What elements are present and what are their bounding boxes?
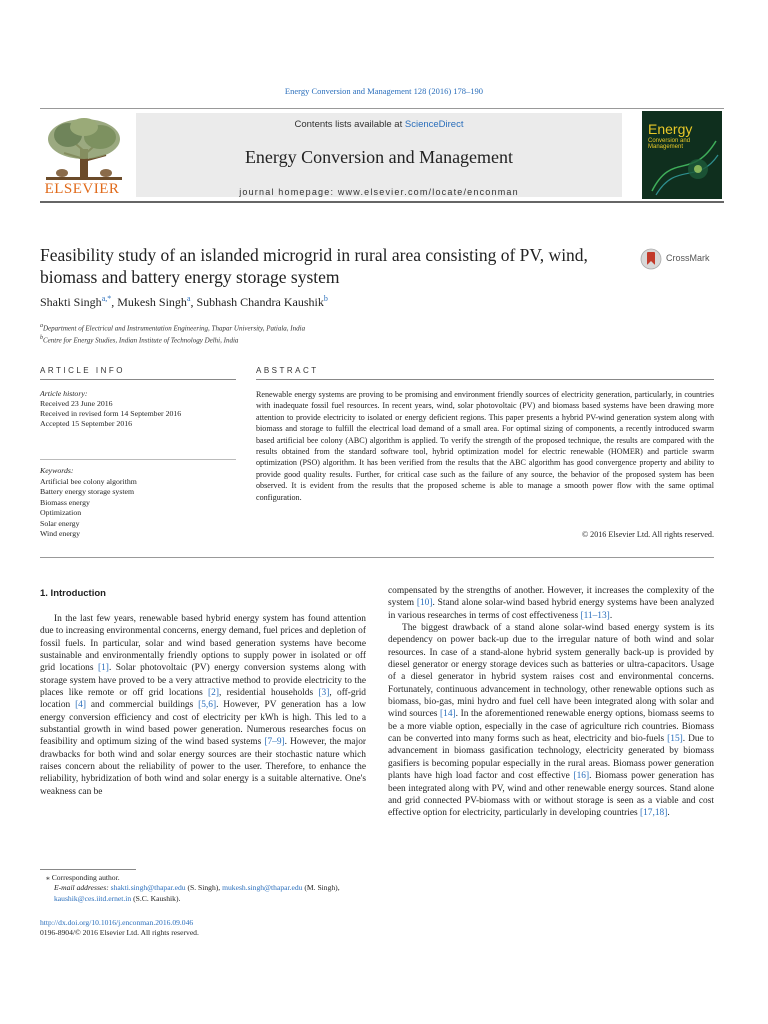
keyword-item: Solar energy — [40, 518, 80, 528]
citation-link[interactable]: [1] — [98, 663, 109, 674]
intro-paragraph-continued — [388, 585, 714, 622]
body-text: The biggest drawback of a stand alone solar-wind based energy system is its dependency on power back-up due to the irregular nature of both wind and solar resources. In case of a stand-alone hybrid system generally back-up is provided by diesel generator or energy storage devices such as batteries or ultra-capacitors. Usage of a diesel generator in hybrid system raises cost and environmental concerns. Fortunately, continuous advancement in technology, other renewable options such as biomass, bio-gas, mini hydro and fuel cell have been integrated along with solar and wind sources — [388, 623, 714, 720]
affiliation-mark: b — [40, 335, 43, 342]
history-item: Accepted 15 September 2016 — [40, 419, 133, 428]
email-link[interactable]: kaushik@ces.iitd.ernet.in — [54, 893, 132, 903]
author-name[interactable]: Mukesh Singh — [117, 295, 187, 309]
article-info-rule — [40, 379, 236, 380]
author-name[interactable]: Shakti Singh — [40, 295, 102, 309]
publisher-name[interactable]: ELSEVIER — [44, 181, 120, 197]
article-title: Feasibility study of an islanded microgrid in rural area consisting of PV, wind, biomass and battery energy storage system — [40, 245, 588, 287]
body-text: . Biomass power generation has been integrated along with PV, wind and other renewable energy sources. Stand alone and grid connected PV-biomass with or without storage is seen as a viable and cost effective option for electricity, particularly in developing countries — [388, 771, 714, 819]
sciencedirect-link[interactable]: ScienceDirect — [404, 119, 464, 130]
author-list: Shakti Singh$^{a,*}$, Mukesh Singh$^a$, Subhash Chandra Kaushik$^b$ — [40, 294, 328, 309]
citation-link[interactable]: [7–9] — [264, 737, 285, 748]
citation-link[interactable]: [3] — [318, 688, 330, 699]
footnotes — [40, 873, 366, 904]
keyword-item: Biomass energy — [40, 497, 90, 507]
keyword-item: Battery energy storage system — [40, 487, 135, 496]
crossmark-badge[interactable] — [640, 248, 728, 270]
keywords-label: Keywords: — [40, 466, 74, 475]
body-text: , residential households — [218, 688, 319, 699]
history-label: Article history: — [40, 389, 88, 398]
journal-masthead — [40, 108, 724, 203]
author-affiliation-mark[interactable]: b — [323, 294, 328, 303]
doi-link[interactable]: http://dx.doi.org/10.1016/j.enconman.2016.09.046 — [40, 918, 194, 927]
history-list — [40, 399, 236, 429]
journal-banner — [136, 113, 622, 197]
body-text: and commercial buildings — [86, 700, 199, 711]
citation-link[interactable]: [10] — [416, 598, 433, 609]
keyword-item: Artificial bee colony algorithm — [40, 476, 137, 486]
cover-subtitle: Conversion and Management — [648, 138, 691, 151]
citation-link[interactable]: [2] — [208, 688, 219, 699]
affiliation-line — [40, 333, 305, 345]
crossmark-icon — [640, 248, 662, 270]
citation-link[interactable]: [15] — [667, 734, 683, 745]
abstract-heading: ABSTRACT — [256, 366, 319, 375]
history-item: Received 23 June 2016 — [40, 399, 113, 408]
body-column-right — [388, 585, 714, 820]
body-column-left — [40, 613, 366, 798]
email-addresses — [40, 883, 366, 904]
author-name[interactable]: Subhash Chandra Kaushik — [196, 295, 324, 309]
doi-block — [40, 918, 366, 939]
body-text: . Solar photovoltaic (PV) energy conversion systems along with storage system have proved to be a very attractive method to provide electricity to the places like remote or off grid locations — [40, 663, 366, 699]
citation-link[interactable]: [4] — [75, 700, 86, 711]
intro-paragraph-2 — [388, 622, 714, 820]
history-divider — [40, 459, 236, 460]
contents-prefix: Contents lists available at — [294, 119, 405, 130]
body-text: In the last few years, renewable based hybrid energy system has found attention due to increasing environmental concerns, energy demand, fuel prices and depletion of fossil fuels. In particular, solar and wind based generation systems have become sustainable and environmentally friendly options to supply power in isolated or off grid locations — [40, 614, 366, 674]
history-item: Received in revised form 14 September 2016 — [40, 409, 182, 418]
email-owner: (S. Singh), — [185, 883, 223, 893]
issn-line: 0196-8904/© 2016 Elsevier Ltd. All rights reserved. — [40, 928, 199, 938]
journal-citation[interactable]: Energy Conversion and Management 128 (2016) 178–190 — [284, 86, 484, 96]
citation-link[interactable]: [11–13] — [580, 610, 610, 621]
corresponding-author-note: ⁎ Corresponding author. — [46, 873, 120, 882]
keyword-item: Optimization — [40, 508, 82, 517]
cover-title: Energy — [648, 121, 693, 137]
email-label: E-mail addresses: — [54, 883, 111, 893]
article-history — [40, 389, 236, 429]
affiliation-text: Centre for Energy Studies, Indian Institute of Technology Delhi, India — [43, 336, 239, 345]
email-owner: (M. Singh), — [302, 883, 340, 893]
section-heading-introduction: 1. Introduction — [40, 588, 106, 599]
body-text: . Stand alone solar-wind based hybrid energy systems have been analyzed in various researches in terms of cost effectiveness — [388, 598, 715, 621]
journal-homepage[interactable]: journal homepage: www.elsevier.com/locate/enconman — [239, 187, 519, 197]
body-text: . However, PV generation has a low energy conversion efficiency and cost of electricity per kWh is high. This led to a substantial growth in wind based power generation. Numerous researches focus on feasibility and optimum sizing of the wind based systems — [40, 700, 367, 748]
affiliation-line — [40, 321, 305, 333]
article-info-heading: ARTICLE INFO — [40, 366, 125, 375]
journal-title[interactable]: Energy Conversion and Management — [244, 147, 514, 167]
keyword-list — [40, 477, 236, 540]
front-matter-rule — [40, 557, 714, 558]
abstract-copyright: © 2016 Elsevier Ltd. All rights reserved. — [581, 530, 714, 539]
citation-link[interactable]: [16] — [573, 771, 590, 782]
email-link[interactable]: mukesh.singh@thapar.edu — [222, 883, 303, 893]
keyword-item: Wind energy — [40, 529, 81, 538]
journal-cover-image[interactable] — [642, 111, 722, 199]
keywords — [40, 466, 236, 540]
citation-link[interactable]: [14] — [440, 709, 456, 720]
body-text: . — [609, 610, 613, 621]
body-text: compensated by the strengths of another. However, it increases the complexity of the system — [388, 586, 714, 609]
body-text: . Due to advancement in biomass gasification technology, electricity generated by biomass gasifiers is becoming popular especially in the rural areas. Biomass power generation plants have high load factor and cost effective — [388, 734, 714, 782]
affiliation-text: Department of Electrical and Instrumentation Engineering, Thapar University, Patiala, India — [43, 324, 306, 333]
intro-paragraph-1 — [40, 613, 366, 798]
contents-line — [136, 119, 622, 130]
affiliations — [40, 321, 305, 346]
abstract-text: Renewable energy systems are proving to be promising and environment friendly sources of electricity generation, particularly, in countries with inadequate fossil fuel resources. In recent years, wind, solar photovoltaic (PV) and biomass based systems have been drawing more attention to provide electricity to isolated or energy deficient regions. This paper presents a hybrid PV-wind generation system along with biomass and storage to fulfill the electrical load demand of a small area. For optimal sizing of components, a recently introduced swarm based artificial bee colony (ABC) algorithm is applied. To verify the strength of the proposed technique, the results are compared with the results obtained from the standard software tool, hybrid optimization model for electric renewable (HOMER) and particle swarm optimization (PSO) algorithm. It has been verified from the results that the ABC algorithm has good convergence property and ability to provide good quality results. Further, for critical case such as the failure of any source, the behavior of the proposed system has been observed. It is evident from the results that the proposed scheme is able to manage a smooth power flow with the same optimal configuration. — [256, 390, 714, 502]
crossmark-label: CrossMark — [666, 253, 710, 263]
abstract-rule — [256, 379, 714, 380]
author-affiliation-mark[interactable]: a,* — [101, 294, 112, 303]
body-text: . In the aforementioned renewable energy options, biomass seems to be a more viable option, especially in the case of agriculture rich countries. Biomass can be converted into many forms such as heat, electricity and bio-fuels — [388, 709, 715, 745]
body-text: , off-grid location — [40, 688, 366, 711]
citation-link[interactable]: [5,6] — [198, 700, 217, 711]
affiliation-mark: a — [40, 323, 43, 329]
footnote-rule — [40, 869, 136, 870]
email-owner: (S.C. Kaushik). — [131, 893, 181, 903]
email-link[interactable]: shakti.singh@thapar.edu — [110, 883, 186, 893]
body-text: . — [667, 808, 670, 819]
author-affiliation-mark[interactable]: a — [186, 294, 191, 303]
citation-link[interactable]: [17,18] — [640, 808, 668, 819]
body-text: . However, the major drawbacks for both wind and solar energy sources are their stochastic nature which raises concern about the reliability of power to the user. Therefore, to enhance the reliability, hybridization of both wind and solar energy is a suitable alternative. One's weakness can be — [40, 737, 367, 797]
